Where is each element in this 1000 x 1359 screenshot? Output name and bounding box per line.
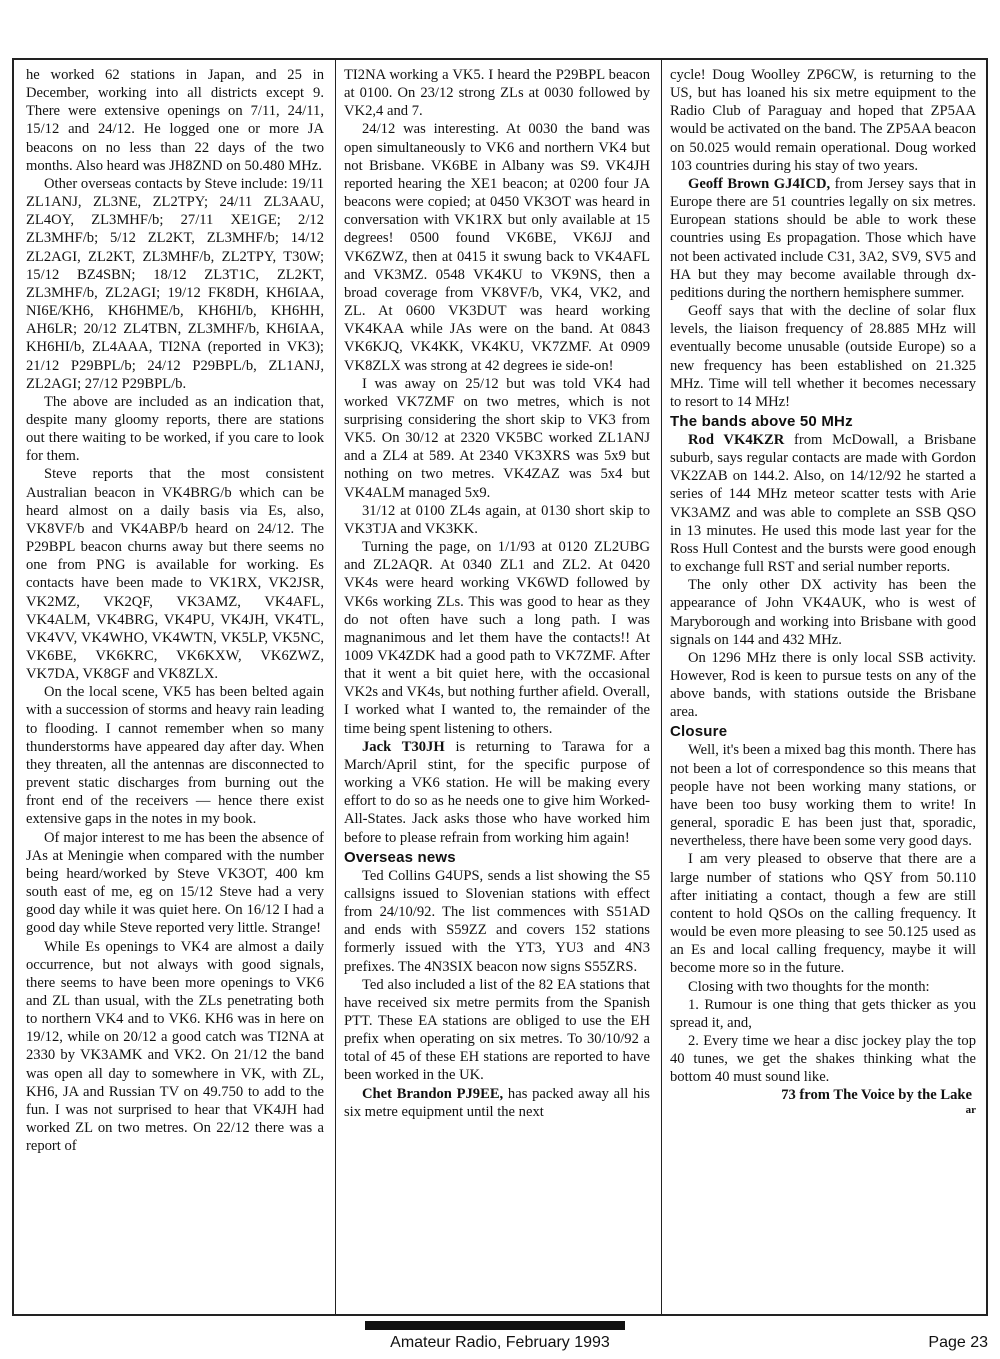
paragraph: On 1296 MHz there is only local SSB activity. However, Rod is keen to pursue tests on any of the above bands, with stations outside the Brisbane area. (670, 649, 976, 721)
paragraph: cycle! Doug Woolley ZP6CW, is returning to the US, but has loaned his six metre equipment to the Radio Club of Paraguay and hoped that ZP5AA would be activated on the band. The ZP5AA beacon on 50.025 would remain operational. Doug worked 103 countries during his stay of two years. (670, 67, 976, 174)
footer-publication: Amateur Radio, February 1993 (390, 1334, 610, 1351)
paragraph: On the local scene, VK5 has been belted again with a succession of storms and heavy rain leading to flooding. I cannot remember when so many thunderstorms have appeared day after day. When they threaten, all the antennas are disconnected to prevent static discharges from burning out the front end of the receivers — hence there exist extensive gaps in the notes in my book. (26, 684, 324, 828)
sign-off: 73 from The Voice by the Lake (781, 1087, 972, 1104)
paragraph: I am very pleased to observe that there are a large number of stations who QSY from 50.110 after initiating a contact, though a few are still content to hold QSOs on the calling frequency. It would be even more pleasing to see 50.125 used as an Es and local calling frequency, maybe it will become more so in the future. (670, 851, 976, 977)
paragraph: 1. Rumour is one thing that gets thicker as you spread it, and, (670, 996, 976, 1031)
paragraph: Closing with two thoughts for the month: (688, 978, 930, 995)
paragraph-text: from Jersey says that in Europe there are 51 countries legally on six metres. European stations should be able to work these countries using Es propagation. Those which have not been activated include C31, 3A2, SV9, SV5 and HA but they may become available through dx-peditions during the northern hemisphere summer. (670, 175, 976, 301)
lead-name: Chet Brandon PJ9EE, (362, 1085, 504, 1102)
lead-name: Geoff Brown GJ4ICD, (688, 175, 831, 192)
paragraph: Ted Collins G4UPS, sends a list showing the S5 callsigns issued to Slovenian stations with effect from 24/10/92. The list commences with S51AD and ends with S59ZZ and covers 152 stations formerly issued with the YT3, YU3 and 4N3 prefixes. The 4N3SIX beacon now signs S55ZRS. (344, 867, 650, 975)
paragraph: 24/12 was interesting. At 0030 the band was open simultaneously to VK6 and northern VK4 but not Brisbane. VK6BE in Albany was S9. VK4JH reported hearing the XE1 beacon; at 0200 four JA beacons were copied; at 0450 VK3OT was heard in conversation with VK1RX but only available at 15 degrees! 0500 found VK6BE, VK6JJ and VK6ZWZ, then at 0415 it swung back to VK4AFL and VK3MZ. 0548 VK4KU to VK9NS, then a broad coverage from VK8VF/b, VK4, VK2, and ZL. At 0600 VK3DUT was heard working VK4KAA while JAs were on the band. At 0843 VK6KJQ, VK4KK, VK4KU, VK7ZMF. At 0909 VK8ZLX was strong at 42 degrees ie side-on! (344, 121, 650, 374)
paragraph: 2. Every time we hear a disc jockey play the top 40 tunes, we get the shakes thinking what the bottom 40 must sound like. (670, 1032, 976, 1086)
lead-name: Rod VK4KZR (688, 431, 785, 448)
footer-bar (365, 1321, 625, 1330)
paragraph: TI2NA working a VK5. I heard the P29BPL beacon at 0100. On 23/12 strong ZLs at 0030 followed by VK2,4 and 7. (344, 67, 650, 120)
column-3 (670, 66, 976, 1312)
paragraph: While Es openings to VK4 are almost a daily occurrence, but not always with good signals, there seems to have been more openings to VK6 and ZL than usual, with the ZLs penetrating both to northern VK4 and to VK6. KH6 was in here on 19/12, while on 20/12 a good catch was TI2NA at 2330 by VK3AMK and VK2. On 21/12 the band was open all day to somewhere in VK, with ZL, KH6, JA and Russian TV on 49.750 to add to the fun. I was not surprised to hear that VK4JH had worked ZL on two metres. On 22/12 there was a report of (26, 938, 324, 1155)
column-1 (26, 66, 324, 1312)
paragraph (344, 1085, 650, 1121)
page-number: Page 23 (928, 1334, 988, 1351)
paragraph: The only other DX activity has been the appearance of John VK4AUK, who is west of Maryborough and working into Brisbane with good signals on 144 and 432 MHz. (670, 577, 976, 648)
paragraph: Well, it's been a mixed bag this month. There has not been a lot of correspondence so this means that people have not been working many stations, or have been too busy working them to write! In general, sporadic E has been just that, sporadic, nevertheless, there have been some very good days. (670, 742, 976, 850)
paragraph: Steve reports that the most consistent Australian beacon in VK4BRG/b which can be heard almost on a daily basis via Es, also, VK8VF/b and VK4ABP/b heard on 24/12. The P29BPL beacon churns away but there seems no one from PNG is available for working. Es contacts have been made to VK1RX, VK2JSR, VK2MZ, VK2QF, VK3AMZ, VK4AFL, VK4ALM, VK4BRG, VK4PU, VK4JH, VK4TL, VK4VV, VK4WHO, VK4WTN, VK5LP, VK5NC, VK6BE, VK6KRC, VK6KXW, VK6ZWZ, VK7DA, VK8GF and VK8ZLX. (26, 466, 324, 683)
column-divider (661, 60, 662, 1314)
paragraph-text: from McDowall, a Brisbane suburb, says regular contacts are made with Gordon VK2ZAB on 144.2. Also, on 14/12/92 he started a series of 144 MHz meteor scatter tests with Arie VK3AMZ and was able to complete an SSB QSO in 13 minutes. He used this mode last year for the Ross Hull Contest and the bursts were good enough to exchange full RST and serial number reports. (670, 431, 976, 576)
paragraph: he worked 62 stations in Japan, and 25 in December, working into all districts except 9. There were extensive openings on 7/11, 24/11, 15/12 and 24/12. He logged one or more JA beacons on no less than 22 days of the two months. Also heard was JH8ZND on 50.480 MHz. (26, 67, 324, 174)
end-mark: ar (965, 1103, 976, 1116)
section-heading: Overseas news (344, 848, 456, 866)
paragraph-text: is returning to Tarawa for a March/April stint, for the specific purpose of working a VK6 station. He will be making every effort to do so as he needs one to give him Worked-All-States. Jack asks those who have worked him before to please refrain from working him again! (344, 738, 650, 846)
paragraph (344, 738, 650, 847)
paragraph: Of major interest to me has been the absence of JAs at Meningie when compared with the number being heard/worked by Steve VK3OT, 400 km south east of me, eg on 15/12 Steve had a very good day while it was quiet here. On 16/12 I had a good day while Steve reported very little. Strange! (26, 829, 324, 937)
paragraph: Ted also included a list of the 82 EA stations that have received six metre permits from the Spanish PTT. These EA stations are obliged to use the EH prefix when operating on six metres. To 30/10/92 a total of 45 of these EH stations are reported to have been worked in the UK. (344, 976, 650, 1084)
column-2 (344, 66, 650, 1312)
section-heading: The bands above 50 MHz (670, 412, 853, 430)
column-divider (335, 60, 336, 1314)
section-heading: Closure (670, 723, 728, 741)
lead-name: Jack T30JH (362, 738, 445, 755)
paragraph (670, 175, 976, 302)
paragraph: I was away on 25/12 but was told VK4 had worked VK7ZMF on two metres, which is not surprising considering the short skip to VK3 from VK5. On 30/12 at 2320 VK5BC worked ZL1ANJ and a ZL4 at 589. At 2340 VK3XRS was 5x9 but nothing on two metres. VK4ZAZ was 5x4 but VK4ALM managed 5x9. (344, 375, 650, 501)
paragraph: The above are included as an indication that, despite many gloomy reports, there are stations out there waiting to be worked, if you care to look for them. (26, 393, 324, 465)
paragraph: 31/12 at 0100 ZL4s again, at 0130 short skip to VK3TJA and VK3KK. (344, 502, 650, 537)
paragraph: Geoff says that with the decline of solar flux levels, the liaison frequency of 28.885 MHz will eventually become unusable (outside Europe) so a new frequency has been established on 21.325 MHz. Time will tell whether it becomes necessary to resort to 14 MHz! (670, 303, 976, 410)
paragraph-text: has packed away all his six metre equipment until the next (344, 1085, 650, 1120)
paragraph: Turning the page, on 1/1/93 at 0120 ZL2UBG and ZL2AQR. At 0340 ZL1 and ZL2. At 0420 VK4s were heard working VK6WD followed by VK6s working ZLs. This was good to hear as they do not often have such a long path. I was magnanimous and let them have the contacts!! At 1009 VK4ZDK had a good path to VK7ZMF. After that it went a bit quiet here, with the occasional VK2s and VK4s, but nothing further afield. Overall, I worked what I wanted to, the remainder of the time being spent listening to others. (344, 539, 650, 737)
paragraph: Other overseas contacts by Steve include: 19/11 ZL1ANJ, ZL3NE, ZL2TPY; 24/11 ZL3AAU, ZL4OY, ZL3MHF/b; 27/11 XE1GE; 2/12 ZL3MHF/b; 5/12 ZL2KT, ZL3MHF/b; 14/12 ZL2AGI, ZL2KT, ZL3MHF/b, ZL2TPY, T30W; 15/12 BZ4SBN; 18/12 ZL3T1C, ZL2KT, ZL3MHF/b, ZL2AGI; 19/12 FK8DH, KH6IAA, NI6E/KH6, KH6HME/b, KH6HI/b, KH6HH, AH6LR; 20/12 ZL4TBN, ZL3MHF/b, KH6IAA, KH6HI/b, ZL4AAA, TI2NA (reported in VK3); 21/12 P29BPL/b; 24/12 P29BPL/b, ZL1ANJ, ZL2AGI; 27/12 P29BPL/b. (26, 175, 324, 392)
paragraph (670, 431, 976, 576)
